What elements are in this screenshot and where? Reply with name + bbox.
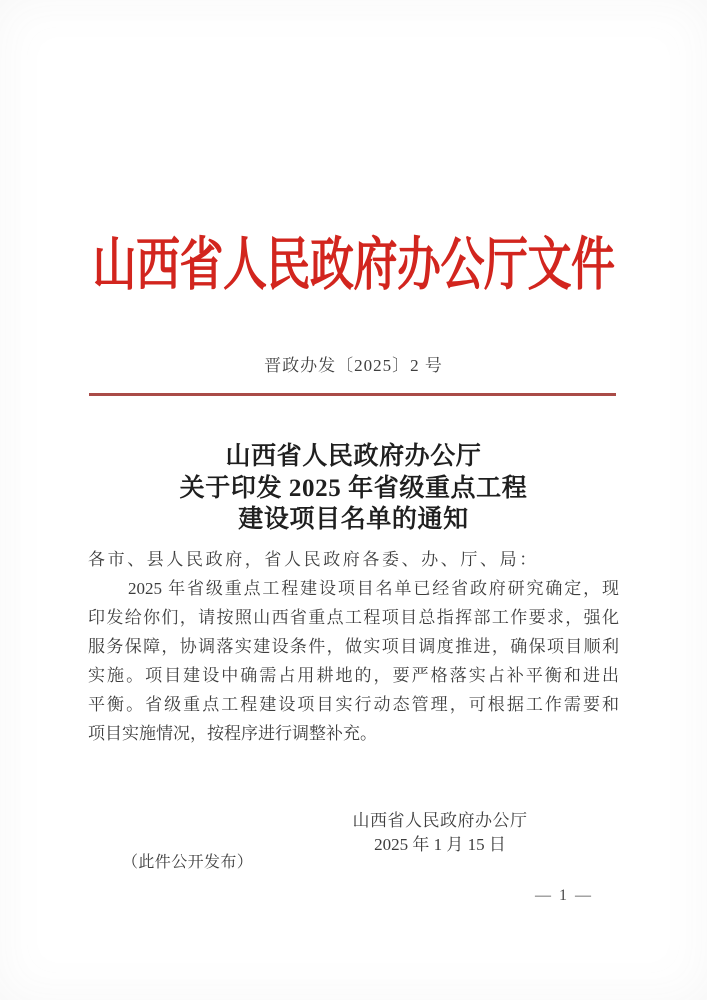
doc-number: 晋政办发〔2025〕2 号 (264, 356, 443, 375)
publish-note: （此件公开发布） (122, 854, 254, 871)
document-title-line-2: 关于印发 2025 年省级重点工程 (179, 474, 528, 502)
document-title (0, 441, 707, 536)
document-title-line-1: 山西省人民政府办公厅 (225, 443, 482, 470)
page-number: — 1 — (535, 887, 593, 904)
body-line: 项目实施情况，按程序进行调整补充。 (88, 724, 377, 743)
body-line: 印发给你们，请按照山西省重点工程项目总指挥部工作要求，强化 (88, 608, 619, 627)
body-line: 2025 年省级重点工程建设项目名单已经省政府研究确定，现 (128, 579, 619, 598)
body-line: 实施。项目建设中确需占用耕地的，要严格落实占补平衡和进出 (88, 666, 619, 685)
body-paragraph (88, 545, 619, 748)
red-divider-rule (89, 393, 616, 396)
body-line: 平衡。省级重点工程建设项目实行动态管理，可根据工作需要和 (88, 695, 619, 714)
signature-date: 2025 年 1 月 15 日 (374, 835, 506, 854)
signature-name: 山西省人民政府办公厅 (352, 811, 528, 830)
body-line: 服务保障，协调落实建设条件，做实项目调度推进，确保项目顺利 (88, 637, 619, 656)
salutation: 各市、县人民政府，省人民政府各委、办、厅、局： (88, 550, 539, 569)
letterhead-title: 山西省人民政府办公厅文件 (92, 233, 615, 298)
document-title-line-3: 建设项目名单的通知 (238, 506, 469, 533)
